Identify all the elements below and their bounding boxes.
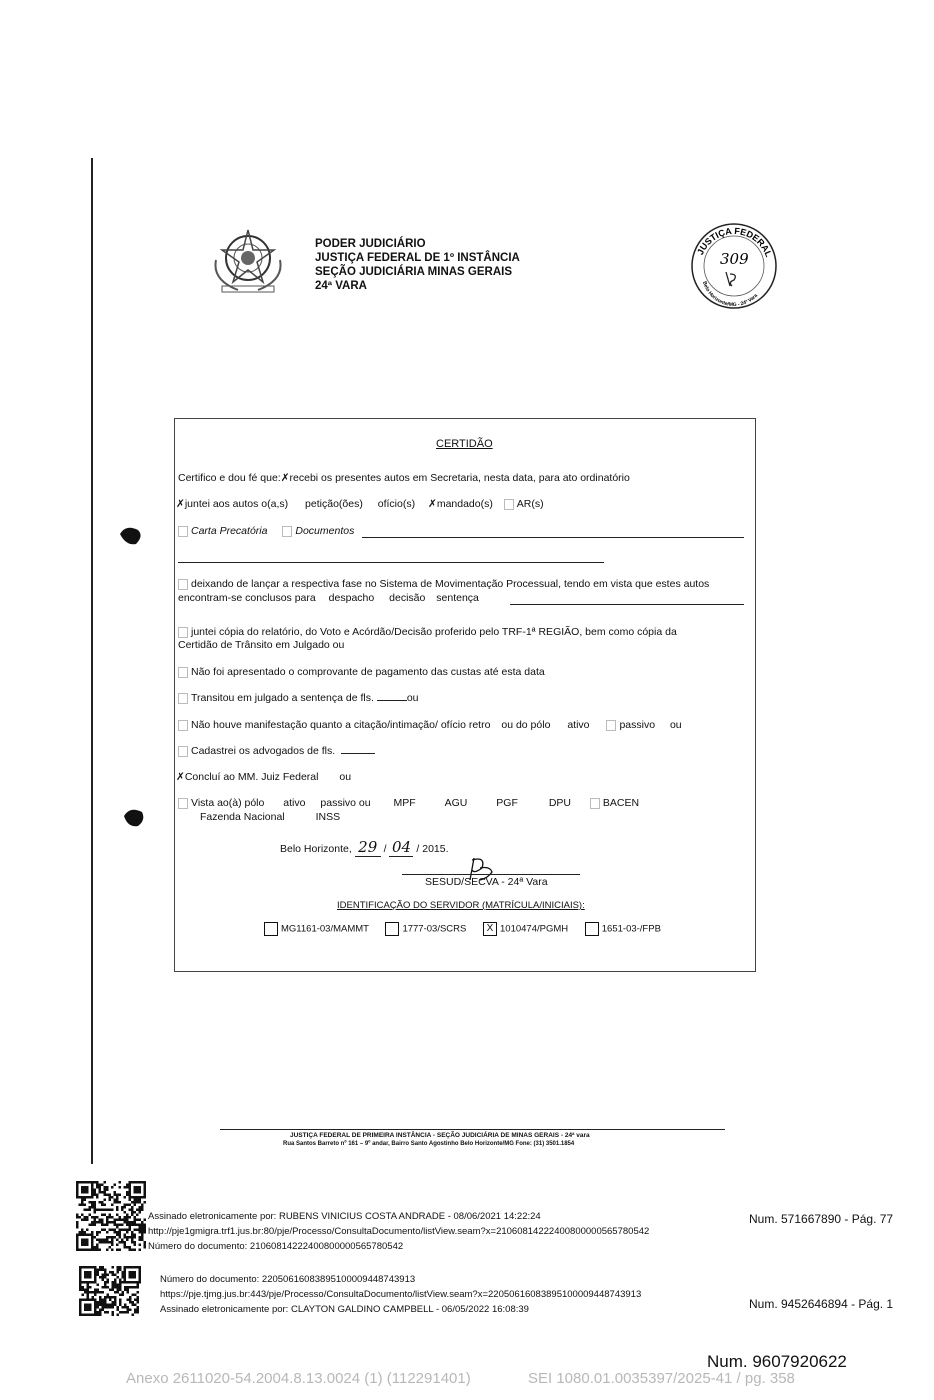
carta-underline: [362, 537, 744, 538]
header-line-1: PODER JUDICIÁRIO: [315, 238, 426, 250]
deixando-text-2: encontram-se conclusos para: [178, 592, 316, 604]
signature-1-signed: Assinado eletronicamente por: RUBENS VINICIUS COSTA ANDRADE - 08/06/2021 14:22:24: [148, 1211, 541, 1222]
nao-custas-line: [178, 666, 545, 678]
court-stamp: [686, 222, 782, 310]
transitou-checkbox: [178, 693, 188, 704]
fazenda-line: [200, 811, 340, 823]
transitou-ou: ou: [406, 692, 419, 704]
punch-hole-mark-1: [118, 524, 144, 546]
copia-checkbox: [178, 627, 188, 638]
conclui-ou: ou: [339, 771, 352, 783]
mpf-text: MPF: [393, 797, 416, 809]
vista-ativo: ativo: [283, 797, 306, 809]
despacho-text: despacho: [328, 592, 375, 604]
inss-text: INSS: [315, 811, 341, 823]
mandado-text: mandado(s): [436, 498, 493, 510]
header-line-2: JUSTIÇA FEDERAL DE 1º INSTÂNCIA: [315, 252, 520, 264]
transitou-line: [178, 692, 419, 704]
document-num: Num. 9607920622: [707, 1352, 847, 1371]
certifico-intro: Certifico e dou fé que:: [178, 472, 281, 484]
nao-houve-ou: ou: [669, 719, 682, 731]
court-header: [315, 237, 520, 293]
peticao-text: petição(ões): [305, 498, 363, 510]
servidor-checkbox-2: [385, 922, 399, 936]
nao-custas-text: Não foi apresentado o comprovante de pagamento das custas até esta data: [191, 666, 545, 678]
servidor-options: [264, 922, 661, 936]
footer-rule: [220, 1129, 725, 1130]
pgf-text: PGF: [496, 797, 518, 809]
stamp-top-text: JUSTIÇA FEDERAL: [695, 225, 774, 259]
signature-2-url[interactable]: https://pje.tjmg.jus.br:443/pje/Processo/ConsultaDocumento/listView.seam?x=22050616083895100009448743913: [160, 1289, 642, 1300]
dpu-text: DPU: [548, 797, 571, 809]
mandado-checkbox-marked: ✗: [428, 498, 437, 510]
bacen-checkbox: [590, 798, 600, 809]
deixando-line-2: [178, 592, 479, 604]
conclui-line: [176, 771, 351, 783]
carta-line: [178, 525, 354, 537]
copia-text-1: juntei cópia do relatório, do Voto e Acórdão/Decisão proferido pelo TRF-1ª REGIÃO, bem como cópia da: [191, 626, 677, 638]
carta-underline-2: [178, 562, 604, 563]
copia-line-1: [178, 626, 677, 638]
documentos-text: Documentos: [295, 525, 355, 537]
sentenca-text: sentença: [436, 592, 479, 604]
coat-of-arms-emblem: [208, 220, 288, 298]
cadastrei-text: Cadastrei os advogados de fls.: [191, 745, 336, 757]
header-line-3: SEÇÃO JUDICIÁRIA MINAS GERAIS: [315, 266, 513, 278]
passivo-checkbox: [606, 720, 616, 731]
servidor-label-2: 1777-03/SCRS: [402, 923, 467, 935]
cadastrei-checkbox: [178, 746, 188, 757]
decisao-text: decisão: [389, 592, 426, 604]
signature-line: [402, 874, 580, 875]
documentos-checkbox: [282, 526, 292, 537]
date-line: Belo Horizonte, 29 / 04 / 2015.: [280, 838, 449, 856]
vista-text: Vista ao(à) pólo: [191, 797, 265, 809]
copia-text-2: Certidão de Trânsito em Julgado ou: [178, 639, 345, 651]
certidao-title: CERTIDÃO: [436, 438, 493, 450]
signature-2-numero: Número do documento: 22050616083895100009448743913: [160, 1274, 416, 1285]
recebi-text: recebi os presentes autos em Secretaria, nesta data, para ato ordinatório: [289, 472, 630, 484]
stamp-handwritten-number: 309: [720, 250, 749, 268]
ou-do-polo-text: ou do pólo: [501, 719, 551, 731]
signature-1-num-pag: Num. 571667890 - Pág. 77: [749, 1212, 894, 1226]
date-year: / 2015.: [416, 843, 449, 855]
vista-line: [178, 797, 639, 809]
nao-houve-text: Não houve manifestação quanto a citação/intimação/ ofício retro: [191, 719, 491, 731]
qr-code-1: [76, 1181, 146, 1251]
bacen-text: BACEN: [602, 797, 640, 809]
header-line-4: 24ª VARA: [315, 280, 367, 292]
servidor-label-4: 1651-03-/FPB: [601, 923, 661, 935]
nao-custas-checkbox: [178, 667, 188, 678]
watermark-anexo: Anexo 2611020-54.2004.8.13.0024 (1) (112291401): [126, 1370, 471, 1387]
juntei-line: [176, 498, 544, 510]
nao-houve-checkbox: [178, 720, 188, 731]
signature-1-numero: Número do documento: 21060814222400800000565780542: [148, 1241, 404, 1252]
stamp-bottom-text: Belo Horizonte/MG - 24ª Vara: [701, 280, 760, 309]
vista-passivo-ou: passivo ou: [320, 797, 371, 809]
certifico-line: [178, 472, 630, 484]
deixando-line-1: [178, 578, 709, 590]
servidor-checkbox-3: X: [483, 922, 497, 936]
secao-text: SESUD/SECVA - 24ª Vara: [425, 876, 548, 888]
nao-houve-line: [178, 719, 682, 731]
oficio-text: ofício(s): [377, 498, 416, 510]
vista-checkbox: [178, 798, 188, 809]
agu-text: AGU: [444, 797, 468, 809]
qr-code-2: [79, 1266, 141, 1316]
deixando-underline: [510, 604, 744, 605]
servidor-checkbox-4: [585, 922, 599, 936]
punch-hole-mark-2: [122, 806, 146, 828]
date-month: 04: [389, 838, 413, 857]
ativo-text: ativo: [567, 719, 590, 731]
watermark-sei: SEI 1080.01.0035397/2025-41 / pg. 358: [528, 1370, 795, 1387]
signature-2-signed: Assinado eletronicamente por: CLAYTON GALDINO CAMPBELL - 06/05/2022 16:08:39: [160, 1304, 529, 1315]
conclui-text: Concluí ao MM. Juiz Federal: [184, 771, 319, 783]
transitou-text: Transitou em julgado a sentença de fls.: [191, 692, 374, 704]
cadastrei-line: [178, 745, 375, 757]
ar-text: AR(s): [516, 498, 544, 510]
carta-text: Carta Precatória: [191, 525, 268, 537]
identificacao-title: IDENTIFICAÇÃO DO SERVIDOR (MATRÍCULA/INICIAIS):: [337, 900, 585, 911]
signature-block-2: [160, 1272, 641, 1317]
juntei-text: juntei aos autos o(a,s): [184, 498, 289, 510]
juntei-checkbox-marked: ✗: [176, 498, 185, 510]
carta-checkbox: [178, 526, 188, 537]
left-margin-line: [91, 158, 93, 1164]
servidor-checkbox-1: [264, 922, 278, 936]
footer-line-1: JUSTIÇA FEDERAL DE PRIMEIRA INSTÂNCIA - SEÇÃO JUDICIÁRIA DE MINAS GERAIS - 24ª vara: [290, 1132, 590, 1139]
date-day: 29: [355, 838, 381, 857]
fazenda-text: Fazenda Nacional: [200, 811, 285, 823]
servidor-label-1: MG1161-03/MAMMT: [281, 923, 369, 935]
signature-block-1: [148, 1209, 649, 1254]
deixando-text-1: deixando de lançar a respectiva fase no Sistema de Movimentação Processual, tendo em vista que estes autos: [191, 578, 710, 590]
servidor-label-3: 1010474/PGMH: [500, 923, 569, 935]
recebi-checkbox-marked: ✗: [280, 472, 290, 484]
passivo-text: passivo: [619, 719, 656, 731]
deixando-checkbox: [178, 579, 188, 590]
conclui-checkbox-marked: ✗: [176, 771, 185, 783]
footer-line-2: Rua Santos Barreto nº 161 – 9º andar, Bairro Santo Agostinho Belo Horizonte/MG Fone: (31) 3501.1854: [283, 1141, 575, 1147]
signature-2-num-pag: Num. 9452646894 - Pág. 1: [749, 1297, 894, 1311]
ar-checkbox: [504, 499, 514, 510]
date-local: Belo Horizonte,: [280, 843, 352, 855]
signature-1-url[interactable]: http://pje1gmigra.trf1.jus.br:80/pje/Processo/ConsultaDocumento/listView.seam?x=21060814222400800000565780542: [148, 1226, 650, 1237]
